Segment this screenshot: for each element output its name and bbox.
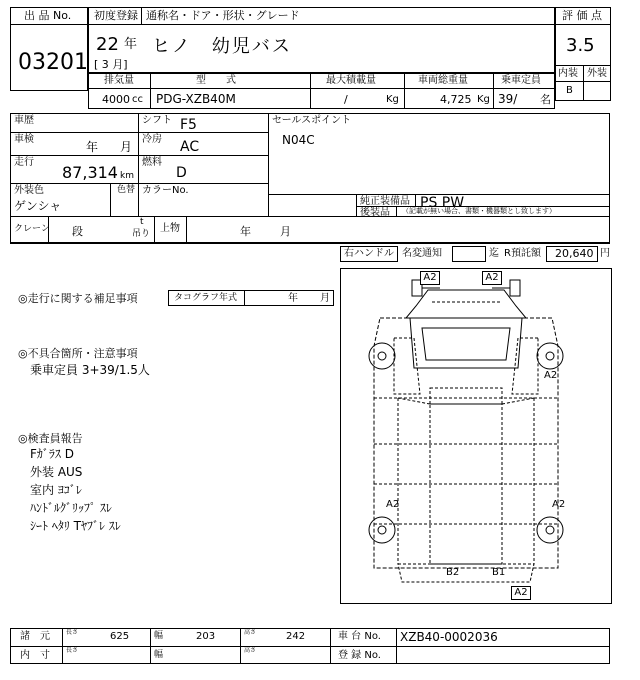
inspection-year: 年	[86, 140, 99, 154]
tag-front-right: A2	[482, 271, 502, 285]
capacity: 39/	[498, 92, 518, 106]
inspector-line-3: 室内 ﾖｺﾞﾚ	[30, 483, 82, 497]
recycle-label: R預託額	[504, 248, 541, 259]
aftermarket-note: （記載が無い場合、書類・機器類とし致します）	[402, 207, 556, 215]
max-load-label: 最大積載量	[326, 75, 376, 86]
upper-year: 年	[240, 225, 251, 238]
gross-weight-unit: Kg	[477, 94, 490, 105]
tachograph-month: 月	[320, 293, 330, 304]
length-value: 625	[110, 631, 130, 642]
bus-diagram	[340, 268, 612, 604]
interior-label: 内装	[558, 68, 578, 79]
displacement-label: 排気量	[104, 75, 134, 86]
registration-year-unit: 年	[124, 37, 138, 52]
height-value: 242	[286, 631, 306, 642]
model-label: 通称名・ドア・形状・グレード	[146, 9, 300, 22]
tag-right-side: A2	[544, 370, 558, 381]
shift-value: F5	[180, 117, 197, 133]
recycle-amount: 20,640	[555, 247, 594, 260]
height-label: 高さ	[244, 629, 257, 636]
interior-dims-label: 内 寸	[20, 650, 50, 661]
crane-ton: t	[140, 217, 144, 227]
mileage-value: 87,314	[62, 163, 118, 182]
yen-unit: 円	[600, 248, 610, 259]
tag-rear-bottom: A2	[511, 586, 531, 600]
capacity-unit: 名	[540, 93, 551, 106]
inspector-title: ◎検査員報告	[18, 432, 83, 445]
crane-hang: 吊り	[132, 229, 151, 239]
driving-notes-title: ◎走行に関する補足事項	[18, 292, 138, 305]
length-label: 長さ	[66, 629, 79, 636]
max-load: /	[344, 93, 348, 106]
defect-line-1: 乗車定員 3+39/1.5人	[30, 363, 150, 377]
aftermarket-label: 後装品	[360, 207, 390, 218]
inspection-label: 車検	[14, 134, 34, 145]
width-value: 203	[196, 631, 216, 642]
color-change-label: 色替	[117, 185, 136, 195]
car-name: ヒノ 幼児バス	[152, 36, 292, 57]
interior-height-label: 高さ	[244, 647, 257, 654]
interior-width-label: 幅	[154, 650, 164, 660]
displacement-unit: cc	[132, 94, 143, 105]
upper-month: 月	[280, 225, 291, 238]
deadline-char: 迄	[489, 248, 499, 259]
history-label: 車歴	[14, 115, 34, 126]
inspector-line-2: 外装 AUS	[30, 465, 83, 479]
shift-label: シフト	[142, 115, 172, 126]
max-load-unit: Kg	[386, 94, 399, 105]
color-code-label: カラーNo.	[142, 185, 189, 196]
tag-left-rear: A2	[386, 499, 400, 510]
exterior-label: 外装	[587, 68, 607, 79]
inspector-line-5: ｼｰﾄ ﾍﾀﾘ Tﾔﾌﾞﾚ ｽﾚ	[30, 519, 121, 533]
tachograph-label: タコグラフ年式	[174, 293, 238, 303]
name-change-label: 名変通知	[402, 248, 442, 259]
drive-side: 右ハンドル	[344, 248, 394, 259]
ac-label: 冷房	[142, 134, 162, 145]
model-code-label: 型 式	[196, 75, 236, 86]
defects-title: ◎不具合箇所・注意事項	[18, 347, 138, 360]
genuine-equipment: PS PW	[420, 195, 465, 211]
fuel-value: D	[176, 165, 187, 181]
fuel-label: 燃料	[142, 157, 162, 168]
capacity-label: 乗車定員	[501, 75, 541, 86]
mileage-label: 走行	[14, 157, 34, 168]
name-change-box	[452, 246, 486, 262]
lot-number-label: 出 品 No.	[24, 9, 72, 22]
width-label: 幅	[154, 631, 164, 641]
chassis-label: 車 台 No.	[338, 631, 381, 642]
mileage-unit: km	[120, 171, 134, 181]
tachograph-year: 年	[288, 293, 298, 304]
chassis-number: XZB40-0002036	[400, 630, 498, 644]
tag-front-left: A2	[420, 271, 440, 285]
sales-point: N04C	[282, 133, 315, 147]
registration-month: [ 3 月]	[94, 58, 128, 71]
upper-label: 上物	[160, 223, 180, 234]
registration-label: 登 録 No.	[338, 650, 381, 661]
score-label: 評 価 点	[562, 9, 602, 22]
ext-color: ゲンシャ	[14, 199, 62, 213]
dims-label: 諸 元	[20, 631, 50, 642]
ac-value: AC	[180, 139, 200, 155]
score-value: 3.5	[566, 35, 595, 56]
gross-weight-label: 車両総重量	[418, 75, 468, 86]
gross-weight: 4,725	[440, 93, 472, 106]
first-registration-label: 初度登録	[94, 9, 138, 22]
registration-year: 22	[96, 34, 119, 55]
inspector-line-1: Fｶﾞﾗｽ D	[30, 447, 74, 461]
genuine-equipment-label: 純正装備品	[360, 196, 410, 207]
inspector-line-4: ﾊﾝﾄﾞﾙｸﾞﾘｯﾌﾟ ｽﾚ	[30, 501, 112, 515]
inspection-month: 月	[120, 140, 133, 154]
crane-label: クレーン	[14, 224, 50, 234]
ext-color-label: 外装色	[14, 185, 44, 196]
interior-grade: B	[566, 85, 573, 96]
tag-rear-left: B2	[446, 567, 460, 578]
model-code: PDG-XZB40M	[156, 92, 236, 106]
tag-rear-right: B1	[492, 567, 506, 578]
interior-length-label: 長さ	[66, 647, 79, 654]
lot-number: 03201	[18, 50, 88, 75]
crane-stage: 段	[72, 225, 83, 238]
tag-right-rear: A2	[552, 499, 566, 510]
sales-point-label: セールスポイント	[272, 115, 352, 126]
displacement: 4000	[102, 93, 130, 106]
